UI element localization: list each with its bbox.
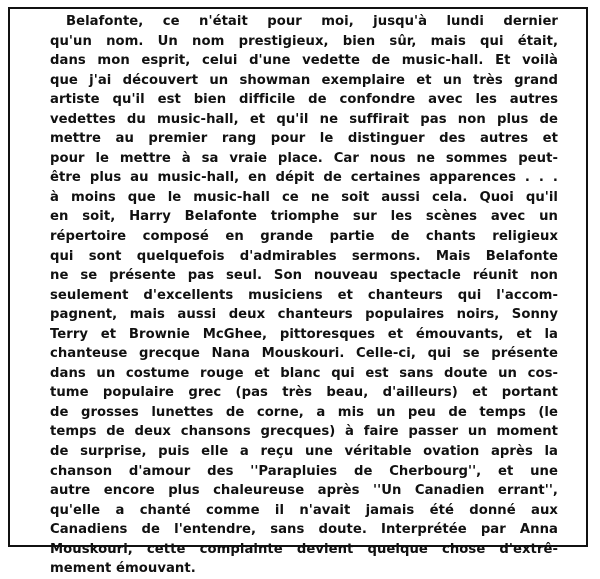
article-line: dans mon esprit, celui d'une vedette de music-hall. Et voilà: [50, 53, 558, 69]
article-line: mement émouvant.: [50, 561, 196, 577]
article-line: être plus au music-hall, en dépit de certaines apparences . . .: [50, 170, 558, 186]
article-line: qui sont quelquefois d'admirables sermons. Mais Belafonte: [50, 248, 558, 264]
article-line: Terry et Brownie McGhee, pittoresques et émouvants, et la: [50, 326, 558, 342]
article-line: artiste qu'il est bien difficile de confondre avec les autres: [50, 92, 558, 108]
article-line: à moins que le music-hall ce ne soit aussi cela. Quoi qu'il: [50, 189, 558, 205]
article-line: que j'ai découvert un showman exemplaire et un très grand: [50, 72, 558, 88]
article-line: qu'elle a chanté comme il n'avait jamais été donné aux: [50, 502, 558, 518]
article-line: mettre au premier rang pour le distinguer des autres et: [50, 131, 558, 147]
article-line: dans un costume rouge et blanc qui est sans doute un cos-: [50, 365, 558, 381]
article-line: seulement d'excellents musiciens et chanteurs qui l'accom-: [50, 287, 558, 303]
article-line: de grosses lunettes de corne, a mis un peu de temps (le: [50, 404, 558, 420]
article-line: répertoire composé en grande partie de chants religieux: [50, 229, 558, 245]
article-line: en soit, Harry Belafonte triomphe sur les scènes avec un: [50, 209, 558, 225]
article-line: tume populaire grec (pas très beau, d'ailleurs) et portant: [50, 385, 558, 401]
article-line: de surprise, puis elle a reçu une véritable ovation après la: [50, 444, 558, 460]
article-line: Canadiens de l'entendre, sans doute. Interprétée par Anna: [50, 522, 558, 538]
article-line: ne se présente pas seul. Son nouveau spectacle réunit non: [50, 268, 558, 284]
article-line: Belafonte, ce n'était pour moi, jusqu'à lundi dernier: [66, 14, 558, 29]
article-line: vedettes du music-hall, et qu'il ne suffirait pas non plus de: [50, 111, 558, 127]
article-line: temps de deux chansons grecques) à faire passer un moment: [50, 424, 558, 440]
article-text: [50, 12, 558, 579]
article-line: chanteuse grecque Nana Mouskouri. Celle-ci, qui se présente: [50, 346, 558, 362]
article-line: pour le mettre à sa vraie place. Car nous ne sommes peut-: [50, 150, 558, 166]
article-line: autre encore plus chaleureuse après ''Un Canadien errant'',: [50, 483, 558, 499]
article-line: qu'un nom. Un nom prestigieux, bien sûr, mais qui était,: [50, 33, 558, 49]
article-line: chanson d'amour des ''Parapluies de Cherbourg'', et une: [50, 463, 558, 479]
article-line: Mouskouri, cette complainte devient quelque chose d'extrê-: [50, 541, 558, 557]
article-line: pagnent, mais aussi deux chanteurs populaires noirs, Sonny: [50, 307, 558, 323]
